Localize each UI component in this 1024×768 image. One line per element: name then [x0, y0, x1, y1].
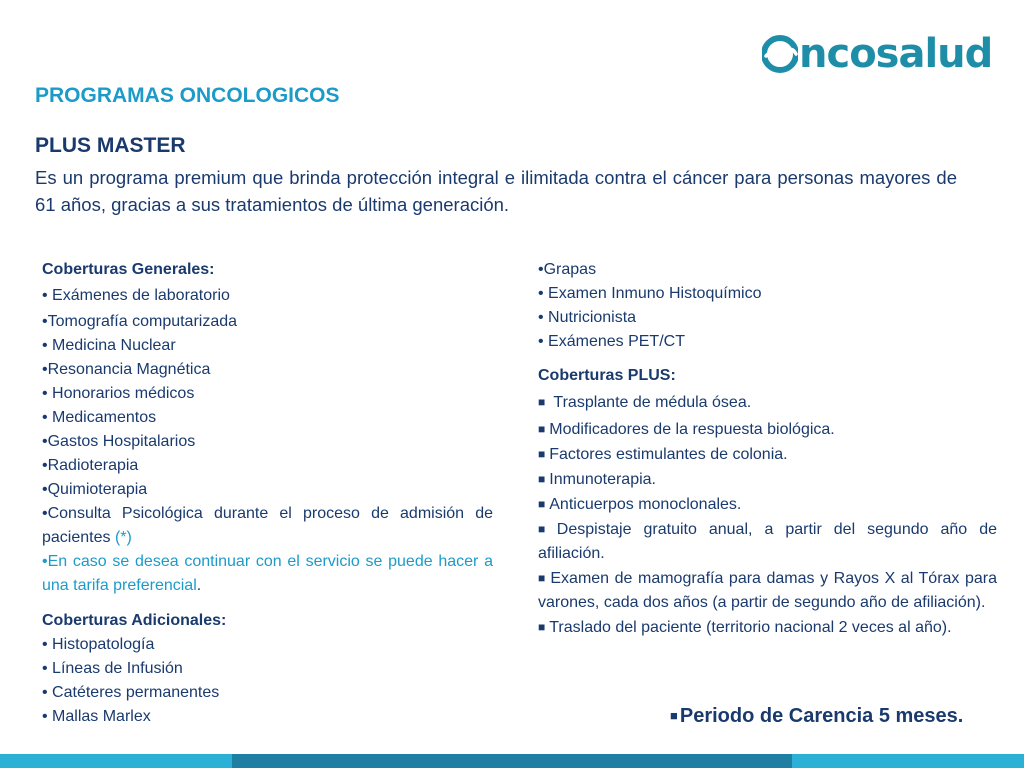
program-title: PROGRAMAS ONCOLOGICOS: [35, 84, 340, 107]
general-coverage-item: • Honorarios médicos: [42, 385, 195, 402]
plus-coverage-item: ■ Despistaje gratuito anual, a partir del segundo año de afiliación.: [538, 521, 997, 562]
plan-description: Es un programa premium que brinda protección integral e ilimitada contra el cáncer para personas mayores de 61 años, gracias a sus tratamientos de última generación.: [35, 167, 957, 215]
square-bullet-icon: ■: [538, 395, 546, 409]
footer-color-bar: [0, 754, 1024, 768]
preferential-rate-period: .: [196, 577, 202, 594]
general-coverage-item: •Tomografía computarizada: [42, 313, 238, 330]
general-coverage-item: •Quimioterapia: [42, 481, 148, 498]
square-bullet-icon: ■: [538, 472, 546, 486]
square-bullet-icon: ■: [538, 571, 547, 585]
square-bullet-icon: ■: [538, 422, 546, 436]
additional-coverage-item: • Mallas Marlex: [42, 708, 151, 725]
general-coverage-item: • Exámenes de laboratorio: [42, 287, 230, 304]
general-coverage-item: • Medicina Nuclear: [42, 337, 176, 354]
plus-coverage-item: ■ Examen de mamografía para damas y Rayos X al Tórax para varones, cada dos años (a partir de segundo año de afiliación).: [538, 570, 998, 611]
additional-coverage-item: • Líneas de Infusión: [42, 660, 183, 677]
plus-coverage-item: ■ Anticuerpos monoclonales.: [538, 496, 742, 513]
plus-coverage-item: ■ Factores estimulantes de colonia.: [538, 446, 788, 463]
left-coverage-column: [42, 258, 493, 729]
psychology-text: •Consulta Psicológica durante el proceso de admisión de pacientes: [42, 505, 493, 546]
general-coverage-item: • Medicamentos: [42, 409, 157, 426]
square-bullet-icon: ■: [538, 447, 546, 461]
additional-coverage-heading: Coberturas Adicionales:: [42, 612, 227, 629]
square-bullet-icon: ■: [538, 522, 553, 536]
plan-title: PLUS MASTER: [35, 134, 186, 157]
general-coverage-item-psychology: [42, 502, 493, 550]
continued-coverage-item: • Examen Inmuno Histoquímico: [538, 285, 762, 302]
logo-mark-icon: [762, 34, 798, 74]
continued-coverage-item: • Exámenes PET/CT: [538, 333, 685, 350]
continued-coverage-item: • Nutricionista: [538, 309, 637, 326]
general-coverage-item: •Gastos Hospitalarios: [42, 433, 196, 450]
preferential-rate-note: [42, 550, 493, 598]
additional-coverage-item: • Histopatología: [42, 636, 155, 653]
oncosalud-logo: [762, 30, 1002, 78]
plus-coverage-heading: Coberturas PLUS:: [538, 367, 676, 384]
general-coverage-heading: Coberturas Generales:: [42, 261, 215, 278]
additional-coverage-item: • Catéteres permanentes: [42, 684, 220, 701]
footer-bar-segment: [232, 754, 792, 768]
footnote-marker: (*): [114, 529, 132, 546]
continued-coverage-item: •Grapas: [538, 261, 597, 278]
plus-coverage-item: ■ Modificadores de la respuesta biológica.: [538, 421, 835, 438]
general-coverage-item: •Resonancia Magnética: [42, 361, 211, 378]
waiting-period-text: Periodo de Carencia 5 meses.: [679, 705, 964, 727]
square-bullet-icon: ■: [538, 620, 546, 634]
logo-text: ncosalud: [799, 31, 993, 77]
plus-coverage-item: ■ Inmunoterapia.: [538, 471, 656, 488]
square-bullet-icon: ■: [670, 708, 678, 723]
waiting-period-note: [670, 705, 963, 728]
plus-coverage-item: ■ Trasplante de médula ósea.: [538, 394, 752, 411]
footer-bar-segment: [792, 754, 1024, 768]
plus-coverage-item: ■ Traslado del paciente (territorio nacional 2 veces al año).: [538, 619, 952, 636]
general-coverage-item: •Radioterapia: [42, 457, 139, 474]
footer-bar-segment: [0, 754, 232, 768]
right-coverage-column: [538, 258, 997, 640]
square-bullet-icon: ■: [538, 497, 546, 511]
preferential-rate-text: •En caso se desea continuar con el servicio se puede hacer a una tarifa preferencial: [42, 553, 493, 594]
